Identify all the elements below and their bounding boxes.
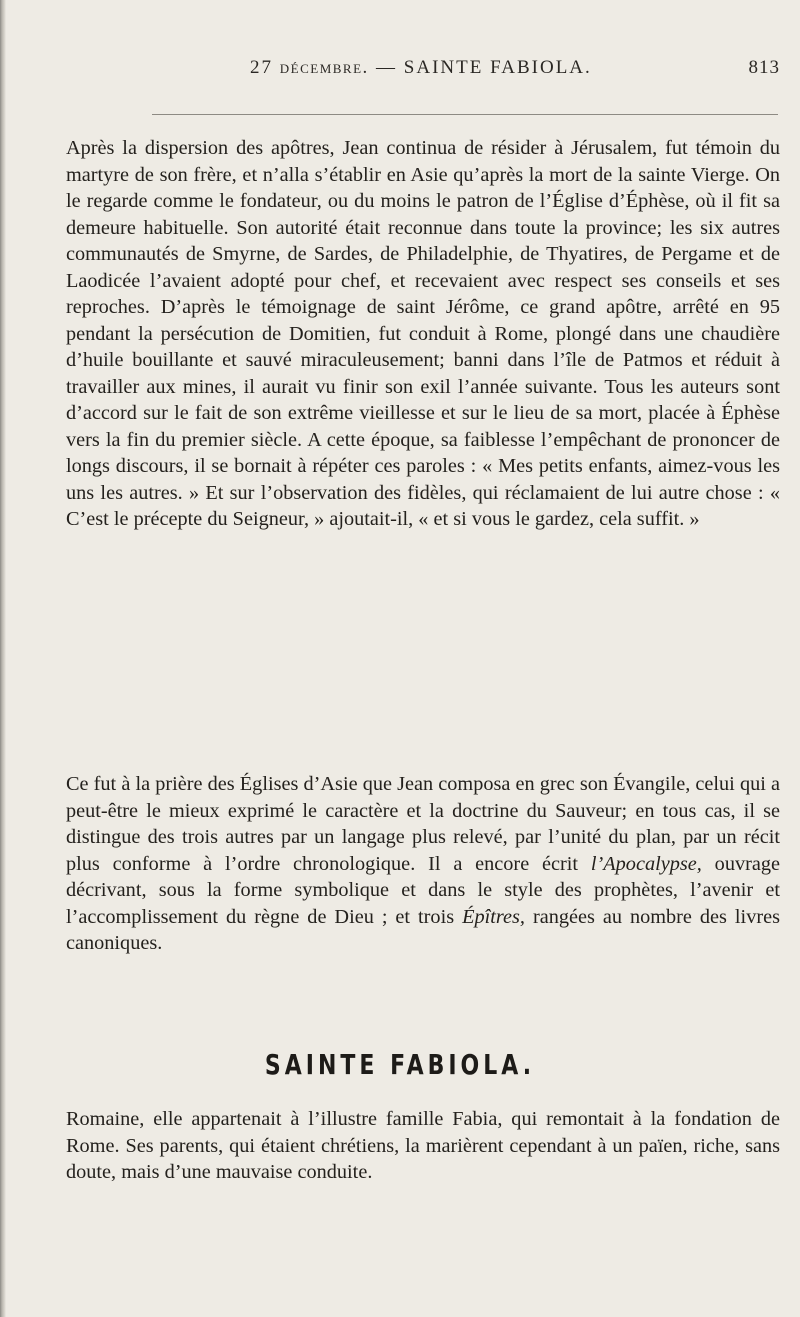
paragraph-2-text-start: Ce fut à la prière des Églises d’Asie que Jean composa en grec son Évangile, celui qui a peut-être le mieux exprimé le caractère et la doctrine du Sauveur; en tous cas, il se distingue des trois autres par un langage plus relevé, par l’unité du plan, par un récit plus conforme à l’ordre chronologique. Il a encore écrit: [66, 773, 780, 875]
paragraph-2-italic-apocalypse: l’Apocalypse,: [590, 852, 702, 875]
paragraph-1-text: Après la dispersion des apôtres, Jean continua de résider à Jérusalem, fut témoin du martyre de son frère, et n’alla s’établir en Asie qu’après la mort de la sainte Vierge. On le regarde comme le fondateur, ou du moins le patron de l’Église d’Éphèse, où il fit sa demeure habituelle. Son autorité était reconnue dans toute la province; les six autres communautés de Smyrne, de Sardes, de Philadelphie, de Thyatires, de Pergame et de Laodicée l’avaient adopté pour chef, et recevaient avec respect ses conseils et ses reproches. D’après le témoignage de saint Jérôme, ce grand apôtre, arrêté en 95 pendant la persécution de Domitien, fut conduit à Rome, plongé dans une chaudière d’huile bouillante et sauvé miraculeusement; banni dans l’île de Patmos et réduit à travailler aux mines, il aurait vu finir son exil l’année suivante. Tous les auteurs sont d’accord sur le fait de son extrême vieillesse et sur le lieu de sa mort, placée à Éphèse vers la fin du premier siècle. A cette époque, sa faiblesse l’empêchant de prononcer de longs discours, il se bornait à répéter ces paroles : « Mes petits enfants, aimez-vous les uns les autres. » Et sur l’observation des fidèles, qui réclamaient de lui autre chose : « C’est le précepte du Seigneur, » ajoutait-il, « et si vous le gardez, cela suffit. »: [66, 137, 780, 530]
section-title: SAINTE FABIOLA.: [264, 1050, 536, 1082]
header-date-month: DÉCEMBRE: [279, 61, 363, 76]
paragraph-3-text: Romaine, elle appartenait à l’illustre famille Fabia, qui remontait à la fondation de Rome. Ses parents, qui étaient chrétiens, la marièrent cependant à un païen, riche, sans doute, mais d’une mauvaise conduite.: [66, 1108, 780, 1183]
paragraph-2-italic-epitres: Épîtres,: [462, 905, 525, 928]
paragraph-2: [66, 771, 780, 957]
page-number: 813: [748, 57, 780, 78]
header-rule: [152, 114, 778, 115]
header-text: [250, 57, 592, 79]
header-separator: . —: [362, 57, 398, 78]
paragraph-2-text-middle: ouvrage décrivant, sous la forme symbolique et dans le style des prophètes, l’avenir et l’accomplissement du règne de Dieu ; et trois: [66, 852, 780, 928]
header-date-number: 27: [250, 57, 273, 78]
running-header: [60, 57, 782, 81]
paragraph-1: [66, 135, 780, 533]
header-title: SAINTE FABIOLA.: [403, 57, 592, 78]
paragraph-3: [66, 1106, 780, 1186]
paragraph-2-text-end: rangées au nombre des livres canoniques.: [66, 905, 780, 954]
page-binding-edge: [0, 0, 6, 1317]
